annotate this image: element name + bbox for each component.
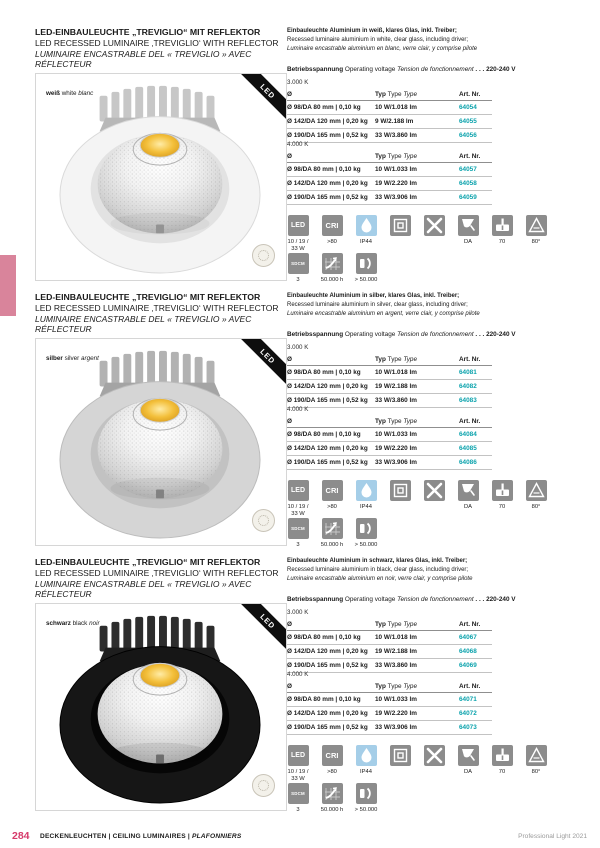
description: Einbauleuchte Aluminium in schwarz, klares Glas, inkl. Treiber; Recessed luminaire aluminium in black, clear glass, including driver; Luminaire encastrable aluminium en noir, verre clair, y comprise pilote bbox=[287, 558, 473, 582]
table-row: Ø 98/DA 80 mm | 0,10 kg 10 W/1.018 lm 64081 bbox=[287, 366, 492, 380]
recess-depth-icon bbox=[492, 745, 513, 766]
article-number: 64084 bbox=[459, 431, 477, 438]
table-header: Ø Typ Type Type Art. Nr. bbox=[287, 150, 492, 163]
title-fr: LUMINAIRE ENCASTRABLE DEL « TREVIGLIO » AVEC RÉFLECTEUR bbox=[35, 48, 252, 70]
spec-table-4000k bbox=[287, 150, 492, 205]
table-header: Ø Typ Type Type Art. Nr. bbox=[287, 680, 492, 693]
insulation-class-icon bbox=[390, 215, 411, 236]
article-number: 64058 bbox=[459, 180, 477, 187]
spec-table-3000k bbox=[287, 88, 492, 143]
table-header: Ø Typ Type Type Art. Nr. bbox=[287, 618, 492, 631]
kelvin-label-4000: 4.000 K bbox=[287, 671, 309, 678]
switching-cycles-icon bbox=[356, 518, 377, 539]
led-ribbon: LED bbox=[236, 604, 286, 654]
table-row: Ø 190/DA 165 mm | 0,52 kg 33 W/3.860 lm 64056 bbox=[287, 129, 492, 143]
title-de: LED-EINBAULEUCHTE „TREVIGLIO“ MIT REFLEKTOR bbox=[35, 557, 261, 567]
led-ribbon: LED bbox=[236, 74, 286, 124]
article-number: 64068 bbox=[459, 648, 477, 655]
voltage-line: Betriebsspannung Operating voltage Tension de fonctionnement . . . 220-240 V bbox=[287, 596, 516, 603]
voltage-line: Betriebsspannung Operating voltage Tension de fonctionnement . . . 220-240 V bbox=[287, 66, 516, 73]
led-wattage-icon: LED bbox=[288, 745, 309, 766]
table-row: Ø 190/DA 165 mm | 0,52 kg 33 W/3.906 lm 64086 bbox=[287, 456, 492, 470]
sdcm-icon: SDCM bbox=[288, 518, 309, 539]
led-ribbon: LED bbox=[236, 339, 286, 389]
crossed-blades-icon bbox=[424, 215, 445, 236]
article-number: 64067 bbox=[459, 634, 477, 641]
sdcm-icon: SDCM bbox=[288, 253, 309, 274]
section-titles bbox=[35, 557, 290, 600]
article-number: 64085 bbox=[459, 445, 477, 452]
beam-angle-icon bbox=[526, 480, 547, 501]
table-row: Ø 142/DA 120 mm | 0,20 kg 19 W/2.220 lm 64072 bbox=[287, 707, 492, 721]
kelvin-label-3000: 3.000 K bbox=[287, 79, 309, 86]
table-row: Ø 98/DA 80 mm | 0,10 kg 10 W/1.018 lm 64054 bbox=[287, 101, 492, 115]
product-section-silver bbox=[0, 292, 600, 552]
page-number: 284 bbox=[12, 830, 30, 842]
color-label: silber silver argent bbox=[46, 355, 99, 362]
recess-depth-icon bbox=[492, 480, 513, 501]
article-number: 64072 bbox=[459, 710, 477, 717]
sdcm-icon: SDCM bbox=[288, 783, 309, 804]
product-image-box bbox=[35, 603, 287, 811]
product-image-box bbox=[35, 338, 287, 546]
crossed-blades-icon bbox=[424, 745, 445, 766]
tech-drawing-icon bbox=[252, 509, 275, 532]
ip44-droplet-icon bbox=[356, 745, 377, 766]
description: Einbauleuchte Aluminium in weiß, klares Glas, inkl. Treiber; Recessed luminaire aluminium in white, clear glass, including driver; Luminaire encastrable aluminium en blanc, verre clair, y comprise pilote bbox=[287, 28, 478, 52]
crossed-blades-icon bbox=[424, 480, 445, 501]
color-label: weiß white blanc bbox=[46, 90, 94, 97]
kelvin-label-4000: 4.000 K bbox=[287, 141, 309, 148]
article-number: 64071 bbox=[459, 696, 477, 703]
lifetime-icon bbox=[322, 518, 343, 539]
recess-depth-icon bbox=[492, 215, 513, 236]
table-row: Ø 142/DA 120 mm | 0,20 kg 9 W/2.188 lm 64055 bbox=[287, 115, 492, 129]
article-number: 64086 bbox=[459, 459, 477, 466]
spec-table-3000k bbox=[287, 618, 492, 673]
description: Einbauleuchte Aluminium in silber, klares Glas, inkl. Treiber; Recessed luminaire aluminium in silver, clear glass, including driver; Luminaire encastrable aluminium en argent, verre clair, y comprise pilote bbox=[287, 293, 480, 317]
table-header: Ø Typ Type Type Art. Nr. bbox=[287, 415, 492, 428]
cri-icon: CRI bbox=[322, 215, 343, 236]
article-number: 64059 bbox=[459, 194, 477, 201]
title-en: LED RECESSED LUMINAIRE ‚TREVIGLIO‘ WITH REFLECTOR bbox=[35, 567, 279, 578]
table-row: Ø 190/DA 165 mm | 0,52 kg 33 W/3.860 lm 64083 bbox=[287, 394, 492, 408]
article-number: 64054 bbox=[459, 104, 477, 111]
switching-cycles-icon bbox=[356, 253, 377, 274]
kelvin-label-3000: 3.000 K bbox=[287, 609, 309, 616]
title-de: LED-EINBAULEUCHTE „TREVIGLIO“ MIT REFLEKTOR bbox=[35, 292, 261, 302]
table-header: Ø Typ Type Type Art. Nr. bbox=[287, 353, 492, 366]
table-row: Ø 190/DA 165 mm | 0,52 kg 33 W/3.906 lm 64059 bbox=[287, 191, 492, 205]
table-row: Ø 190/DA 165 mm | 0,52 kg 33 W/3.860 lm 64069 bbox=[287, 659, 492, 673]
product-section-white bbox=[0, 27, 600, 287]
product-section-black bbox=[0, 557, 600, 817]
cri-icon: CRI bbox=[322, 745, 343, 766]
table-row: Ø 190/DA 165 mm | 0,52 kg 33 W/3.906 lm 64073 bbox=[287, 721, 492, 735]
table-header: Ø Typ Type Type Art. Nr. bbox=[287, 88, 492, 101]
article-number: 64069 bbox=[459, 662, 477, 669]
attribute-icons-row2: SDCM 3 50.000 h > 50.000 bbox=[287, 518, 377, 549]
title-en: LED RECESSED LUMINAIRE ‚TREVIGLIO‘ WITH REFLECTOR bbox=[35, 37, 279, 48]
lifetime-icon bbox=[322, 253, 343, 274]
table-row: Ø 142/DA 120 mm | 0,20 kg 19 W/2.220 lm 64058 bbox=[287, 177, 492, 191]
beam-angle-icon bbox=[526, 745, 547, 766]
color-label: schwarz black noir bbox=[46, 620, 100, 627]
section-titles bbox=[35, 292, 290, 335]
article-number: 64081 bbox=[459, 369, 477, 376]
table-row: Ø 98/DA 80 mm | 0,10 kg 10 W/1.033 lm 64084 bbox=[287, 428, 492, 442]
beam-angle-icon bbox=[526, 215, 547, 236]
table-row: Ø 142/DA 120 mm | 0,20 kg 19 W/2.188 lm 64068 bbox=[287, 645, 492, 659]
insulation-class-icon bbox=[390, 480, 411, 501]
product-image-box bbox=[35, 73, 287, 281]
led-wattage-icon: LED bbox=[288, 480, 309, 501]
lifetime-icon bbox=[322, 783, 343, 804]
attribute-icons-row1: LED 10 / 19 / 33 W CRI >80 IP44 DA 70 80° bbox=[287, 215, 547, 253]
ip44-droplet-icon bbox=[356, 480, 377, 501]
table-row: Ø 98/DA 80 mm | 0,10 kg 10 W/1.033 lm 64071 bbox=[287, 693, 492, 707]
attribute-icons-row1: LED 10 / 19 / 33 W CRI >80 IP44 DA 70 80° bbox=[287, 745, 547, 783]
article-number: 64057 bbox=[459, 166, 477, 173]
switching-cycles-icon bbox=[356, 783, 377, 804]
title-en: LED RECESSED LUMINAIRE ‚TREVIGLIO‘ WITH REFLECTOR bbox=[35, 302, 279, 313]
cutout-diameter-icon bbox=[458, 480, 479, 501]
article-number: 64073 bbox=[459, 724, 477, 731]
article-number: 64083 bbox=[459, 397, 477, 404]
title-fr: LUMINAIRE ENCASTRABLE DEL « TREVIGLIO » AVEC RÉFLECTEUR bbox=[35, 313, 252, 335]
kelvin-label-3000: 3.000 K bbox=[287, 344, 309, 351]
title-de: LED-EINBAULEUCHTE „TREVIGLIO“ MIT REFLEKTOR bbox=[35, 27, 261, 37]
breadcrumb: DECKENLEUCHTEN | CEILING LUMINAIRES | PLAFONNIERS bbox=[40, 833, 242, 840]
insulation-class-icon bbox=[390, 745, 411, 766]
cutout-diameter-icon bbox=[458, 745, 479, 766]
attribute-icons-row1: LED 10 / 19 / 33 W CRI >80 IP44 DA 70 80° bbox=[287, 480, 547, 518]
catalog-name: Professional Light 2021 bbox=[518, 833, 587, 840]
attribute-icons-row2: SDCM 3 50.000 h > 50.000 bbox=[287, 253, 377, 284]
kelvin-label-4000: 4.000 K bbox=[287, 406, 309, 413]
table-row: Ø 142/DA 120 mm | 0,20 kg 19 W/2.220 lm 64085 bbox=[287, 442, 492, 456]
cri-icon: CRI bbox=[322, 480, 343, 501]
tech-drawing-icon bbox=[252, 244, 275, 267]
tech-drawing-icon bbox=[252, 774, 275, 797]
table-row: Ø 142/DA 120 mm | 0,20 kg 19 W/2.188 lm 64082 bbox=[287, 380, 492, 394]
cutout-diameter-icon bbox=[458, 215, 479, 236]
spec-table-3000k bbox=[287, 353, 492, 408]
spec-table-4000k bbox=[287, 680, 492, 735]
led-wattage-icon: LED bbox=[288, 215, 309, 236]
article-number: 64056 bbox=[459, 132, 477, 139]
article-number: 64082 bbox=[459, 383, 477, 390]
voltage-line: Betriebsspannung Operating voltage Tension de fonctionnement . . . 220-240 V bbox=[287, 331, 516, 338]
section-titles bbox=[35, 27, 290, 70]
article-number: 64055 bbox=[459, 118, 477, 125]
attribute-icons-row2: SDCM 3 50.000 h > 50.000 bbox=[287, 783, 377, 814]
table-row: Ø 98/DA 80 mm | 0,10 kg 10 W/1.018 lm 64067 bbox=[287, 631, 492, 645]
ip44-droplet-icon bbox=[356, 215, 377, 236]
spec-table-4000k bbox=[287, 415, 492, 470]
title-fr: LUMINAIRE ENCASTRABLE DEL « TREVIGLIO » AVEC RÉFLECTEUR bbox=[35, 578, 252, 600]
table-row: Ø 98/DA 80 mm | 0,10 kg 10 W/1.033 lm 64057 bbox=[287, 163, 492, 177]
